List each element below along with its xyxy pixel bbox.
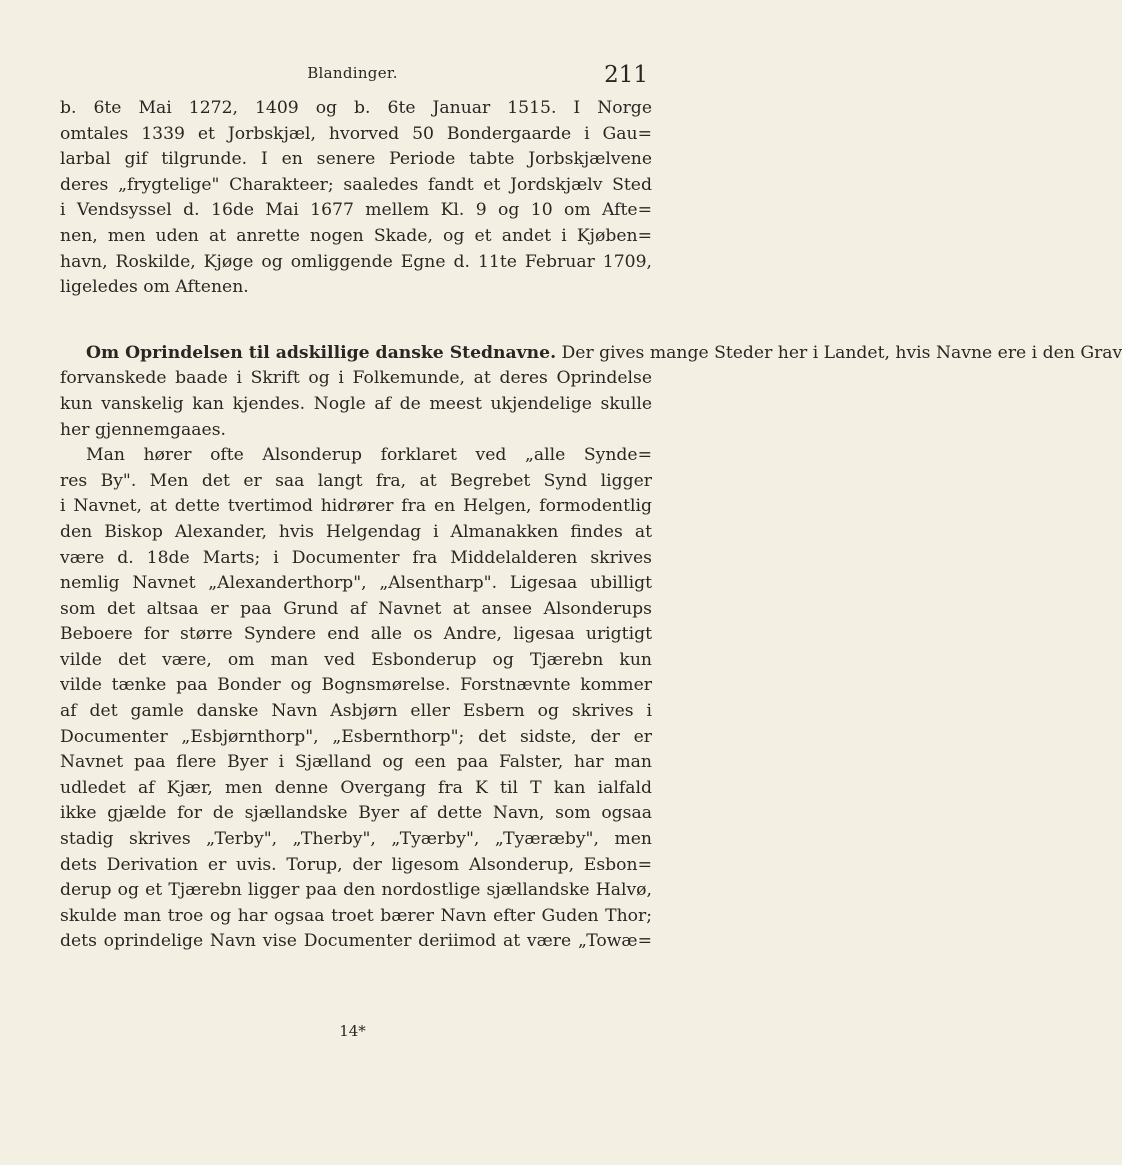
body-text [60, 96, 1122, 955]
text-line: omtales 1339 et Jorbskjæl, hvorved 50 Bondergaarde i Gau= [60, 123, 652, 144]
text-line: res By". Men det er saa langt fra, at Begrebet Synd ligger [60, 470, 652, 491]
paragraph-3 [60, 443, 652, 955]
paragraph-1 [60, 96, 652, 301]
text-line: ikke gjælde for de sjællandske Byer af dette Navn, som ogsaa [60, 803, 652, 824]
text-line: dets Derivation er uvis. Torup, der ligesom Alsonderup, Esbon= [60, 854, 652, 875]
text-line: skulde man troe og har ogsaa troet bærer Navn efter Guden Thor; [60, 905, 652, 926]
text-line: som det altsaa er paa Grund af Navnet at ansee Alsonderups [60, 598, 652, 619]
text-line-start: Der gives mange Steder her i Landet, hvis Navne ere i den Grav [561, 342, 1122, 363]
text-line: Beboere for større Syndere end alle os Andre, ligesaa urigtigt [60, 624, 652, 645]
text-line: udledet af Kjær, men denne Overgang fra K til T kan ialfald [60, 777, 652, 798]
text-line: deres „frygtelige" Charakteer; saaledes fandt et Jordskjælv Sted [60, 174, 652, 195]
running-title: Blandinger. [307, 64, 398, 82]
text-line: vilde tænke paa Bonder og Bognsmørelse. Forstnævnte kommer [60, 675, 652, 696]
text-line: vilde det være, om man ved Esbonderup og Tjærebn kun [60, 649, 652, 670]
text-line: larbal gif tilgrunde. I en senere Periode tabte Jorbskjælvene [60, 149, 652, 170]
section-heading: Om Oprindelsen til adskillige danske Stednavne. [86, 342, 557, 363]
signature-mark: 14* [339, 1022, 366, 1040]
text-line: Man hører ofte Alsonderup forklaret ved „alle Synde= [86, 445, 652, 466]
text-line: kun vanskelig kan kjendes. Nogle af de meest ukjendelige skulle [60, 393, 652, 414]
text-line: forvanskede baade i Skrift og i Folkemunde, at deres Oprindelse [60, 368, 652, 389]
paragraph-2 [60, 341, 1122, 443]
section-gap [60, 301, 652, 341]
text-line: havn, Roskilde, Kjøge og omliggende Egne d. 11te Februar 1709, [60, 251, 652, 272]
heading-line [60, 341, 1122, 367]
text-line: ligeledes om Aftenen. [60, 277, 249, 298]
text-line: derup og et Tjærebn ligger paa den nordostlige sjællandske Halvø, [60, 880, 652, 901]
text-line: den Biskop Alexander, hvis Helgendag i Almanakken findes at [60, 521, 652, 542]
page-number: 211 [604, 62, 648, 88]
text-line: i Vendsyssel d. 16de Mai 1677 mellem Kl. 9 og 10 om Afte= [60, 200, 652, 221]
text-line: være d. 18de Marts; i Documenter fra Middelalderen skrives [60, 547, 652, 568]
text-line: i Navnet, at dette tvertimod hidrører fra en Helgen, formodentlig [60, 496, 652, 517]
text-line: af det gamle danske Navn Asbjørn eller Esbern og skrives i [60, 701, 652, 722]
text-line: her gjennemgaaes. [60, 419, 226, 440]
text-line: Documenter „Esbjørnthorp", „Esbernthorp"; det sidste, der er [60, 726, 652, 747]
text-line: Navnet paa flere Byer i Sjælland og een paa Falster, har man [60, 752, 652, 773]
text-line: stadig skrives „Terby", „Therby", „Tyærby", „Tyæræby", men [60, 829, 652, 850]
text-line: nen, men uden at anrette nogen Skade, og et andet i Kjøben= [60, 225, 652, 246]
text-line: b. 6te Mai 1272, 1409 og b. 6te Januar 1515. I Norge [60, 98, 652, 118]
text-line: dets oprindelige Navn vise Documenter deriimod at være „Towæ= [60, 931, 652, 952]
text-line: nemlig Navnet „Alexanderthorp", „Alsentharp". Ligesaa ubilligt [60, 573, 652, 594]
